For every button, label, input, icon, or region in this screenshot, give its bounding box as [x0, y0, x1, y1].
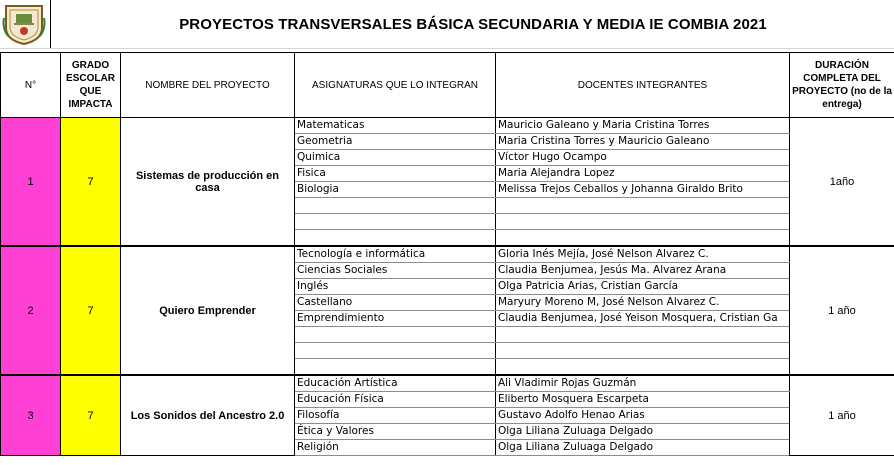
header-grade: GRADO ESCOLAR QUE IMPACTA — [61, 53, 121, 118]
teacher-cell[interactable]: Víctor Hugo Ocampo — [496, 150, 790, 166]
teacher-cell[interactable] — [496, 230, 790, 247]
subject-cell[interactable]: Tecnología e informática — [295, 246, 496, 263]
teacher-cell[interactable]: Claudia Benjumea, José Yeison Mosquera, Cristian Ga — [496, 311, 790, 327]
teacher-cell[interactable] — [496, 359, 790, 376]
header-project: NOMBRE DEL PROYECTO — [121, 53, 295, 118]
teacher-cell[interactable]: Olga Liliana Zuluaga Delgado — [496, 424, 790, 440]
subject-cell[interactable]: Castellano — [295, 295, 496, 311]
teacher-cell[interactable]: Eliberto Mosquera Escarpeta — [496, 392, 790, 408]
teacher-cell[interactable]: Maryury Moreno M, José Nelson Alvarez C. — [496, 295, 790, 311]
teacher-cell[interactable] — [496, 198, 790, 214]
subject-cell[interactable]: Matematicas — [295, 118, 496, 134]
subject-cell[interactable]: Ciencias Sociales — [295, 263, 496, 279]
teacher-cell[interactable]: Claudia Benjumea, Jesús Ma. Alvarez Arana — [496, 263, 790, 279]
teacher-cell[interactable]: Maria Cristina Torres y Mauricio Galeano — [496, 134, 790, 150]
teacher-cell[interactable] — [496, 327, 790, 343]
project-name-cell[interactable]: Sistemas de producción en casa — [121, 118, 295, 247]
table-row — [1, 375, 894, 392]
subject-cell[interactable] — [295, 198, 496, 214]
project-number-cell[interactable]: 2 — [1, 246, 61, 375]
school-crest-icon — [2, 2, 46, 46]
subject-cell[interactable] — [295, 230, 496, 247]
subject-cell[interactable]: Educación Artística — [295, 375, 496, 392]
table-row — [1, 118, 894, 134]
subject-cell[interactable]: Emprendimiento — [295, 311, 496, 327]
subject-cell[interactable]: Quimica — [295, 150, 496, 166]
page-title: PROYECTOS TRANSVERSALES BÁSICA SECUNDARIA Y MEDIA IE COMBIA 2021 — [50, 0, 894, 48]
project-name-cell[interactable]: Los Sonidos del Ancestro 2.0 — [121, 375, 295, 456]
grade-cell[interactable]: 7 — [61, 246, 121, 375]
subject-cell[interactable]: Biologia — [295, 182, 496, 198]
header-teachers: DOCENTES INTEGRANTES — [496, 53, 790, 118]
subject-cell[interactable]: Fisica — [295, 166, 496, 182]
header-row — [1, 53, 894, 118]
teacher-cell[interactable]: Mauricio Galeano y Maria Cristina Torres — [496, 118, 790, 134]
subject-cell[interactable] — [295, 327, 496, 343]
teacher-cell[interactable] — [496, 343, 790, 359]
subject-cell[interactable] — [295, 343, 496, 359]
project-number-cell[interactable]: 1 — [1, 118, 61, 247]
subject-cell[interactable]: Inglés — [295, 279, 496, 295]
project-number-cell[interactable]: 3 — [1, 375, 61, 456]
teacher-cell[interactable]: Maria Alejandra Lopez — [496, 166, 790, 182]
teacher-cell[interactable]: Gustavo Adolfo Henao Arias — [496, 408, 790, 424]
subject-cell[interactable]: Religión — [295, 440, 496, 456]
teacher-cell[interactable]: Ali Vladimir Rojas Guzmán — [496, 375, 790, 392]
teacher-cell[interactable]: Gloria Inés Mejía, José Nelson Alvarez C. — [496, 246, 790, 263]
teacher-cell[interactable]: Olga Patricia Arias, Cristian García — [496, 279, 790, 295]
header-duration: DURACIÓN COMPLETA DEL PROYECTO (no de la entrega) — [790, 53, 894, 118]
subject-cell[interactable]: Ética y Valores — [295, 424, 496, 440]
duration-cell[interactable]: 1 año — [790, 246, 894, 375]
title-divider — [0, 48, 894, 49]
subject-cell[interactable] — [295, 359, 496, 376]
project-name-cell[interactable]: Quiero Emprender — [121, 246, 295, 375]
subject-cell[interactable]: Geometria — [295, 134, 496, 150]
grade-cell[interactable]: 7 — [61, 118, 121, 247]
teacher-cell[interactable] — [496, 214, 790, 230]
header-number: N° — [1, 53, 61, 118]
subject-cell[interactable]: Filosofía — [295, 408, 496, 424]
header-subjects: ASIGNATURAS QUE LO INTEGRAN — [295, 53, 496, 118]
subject-cell[interactable] — [295, 214, 496, 230]
grade-cell[interactable]: 7 — [61, 375, 121, 456]
teacher-cell[interactable]: Melissa Trejos Ceballos y Johanna Giraldo Brito — [496, 182, 790, 198]
subject-cell[interactable]: Educación Física — [295, 392, 496, 408]
projects-table — [0, 52, 894, 456]
table-row — [1, 246, 894, 263]
duration-cell[interactable]: 1año — [790, 118, 894, 247]
teacher-cell[interactable]: Olga Liliana Zuluaga Delgado — [496, 440, 790, 456]
duration-cell[interactable]: 1 año — [790, 375, 894, 456]
